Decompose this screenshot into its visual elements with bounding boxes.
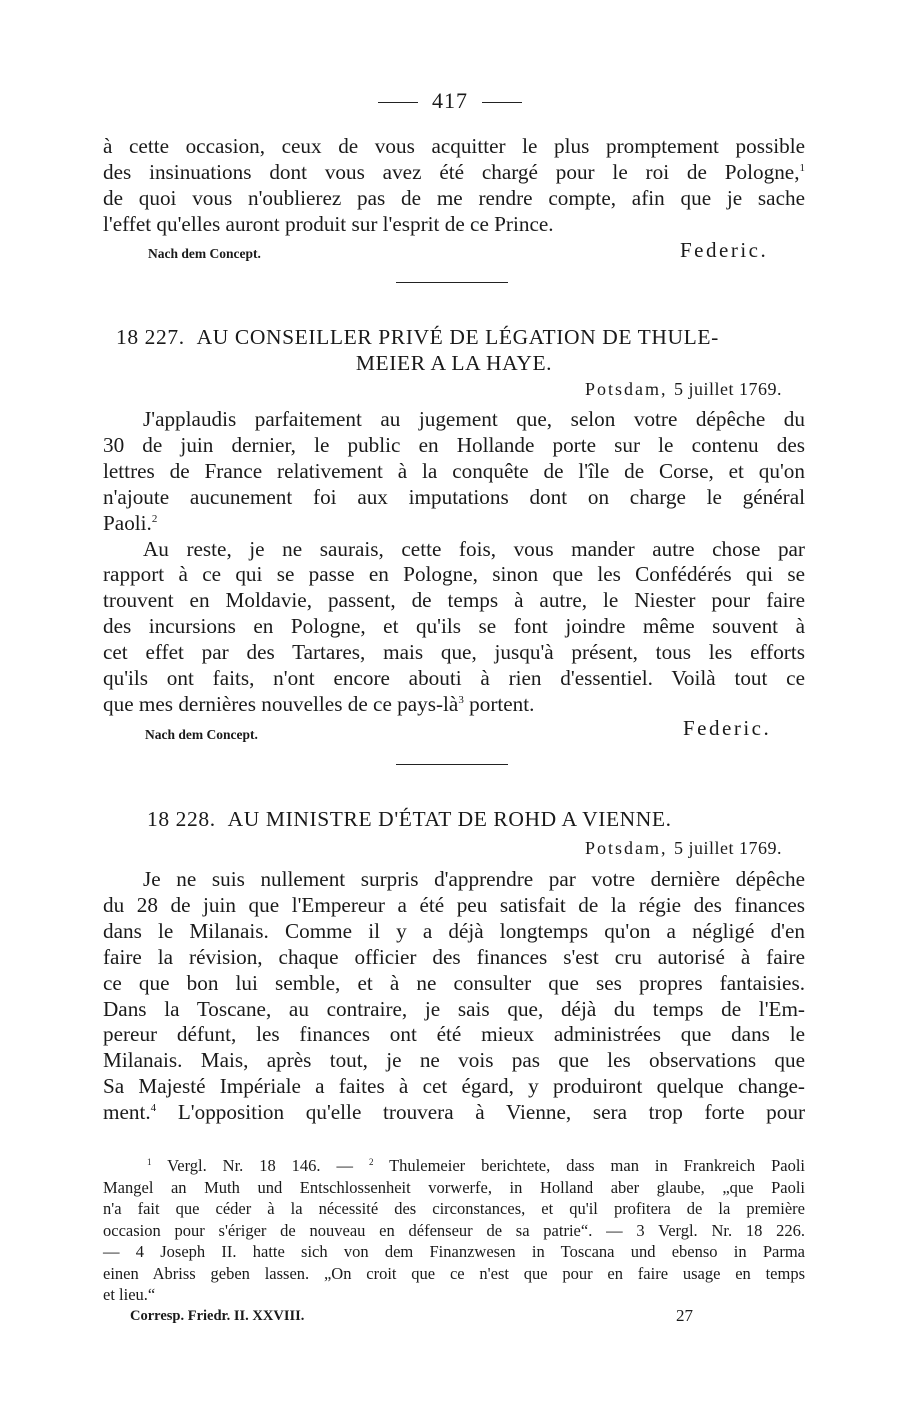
- dash-left: [378, 102, 418, 103]
- text-line: J'applaudis parfaitement au jugement que, selon votre dépêche du: [143, 407, 805, 431]
- letter-heading-18228: [147, 806, 807, 832]
- text-line: l'effet qu'elles auront produit sur l'esprit de ce Prince.: [103, 211, 554, 236]
- footnote-ref: 2: [151, 512, 158, 525]
- footnote-ref: 1: [799, 161, 805, 174]
- source-note: Nach dem Concept.: [145, 727, 258, 742]
- text-line: Milanais. Mais, après tout, je ne vois pas que les observations que: [103, 1048, 805, 1073]
- text-line: Au reste, je ne saurais, cette fois, vous mander autre chose par: [143, 536, 805, 561]
- footnote-ref: 4: [150, 1102, 157, 1115]
- section-divider: [396, 282, 508, 283]
- text-line: lettres de France relativement à la conquête de l'île de Corse, et qu'on: [103, 458, 805, 483]
- footnote-ref: 3: [458, 693, 464, 706]
- heading-text: AU MINISTRE D'ÉTAT DE ROHD A VIENNE.: [227, 807, 672, 831]
- page-number-line: [0, 88, 900, 114]
- text-line: Sa Majesté Impériale a faites à cet égard, y produiront quelque change-: [103, 1074, 805, 1099]
- footnotes: [103, 1155, 805, 1306]
- text-line: pereur défunt, les finances ont été mieux administrées que dans le: [103, 1022, 805, 1047]
- text-line: des incursions en Pologne, et qu'ils se font joindre même souvent à: [103, 614, 805, 639]
- footnote-line: occasion pour s'ériger de nouveau en défenseur de sa patrie“. — 3 Vergl. Nr. 18 226.: [103, 1220, 805, 1240]
- text-line: ment.$^4$ L'opposition qu'elle trouvera à Vienne, sera trop forte pour: [103, 1100, 805, 1125]
- text-line: Paoli.$^2$: [103, 510, 158, 535]
- footnote-line: n'a fait que céder à la nécessité des circonstances, et qu'il profitera de la première: [103, 1199, 805, 1218]
- source-note: Nach dem Concept.: [148, 246, 261, 261]
- text-line: que mes dernières nouvelles de ce pays-$là^3$ portent.: [103, 691, 535, 716]
- signature: Federic.: [680, 238, 769, 262]
- heading-text: AU CONSEILLER PRIVÉ DE LÉGATION DE THULE-: [196, 325, 719, 349]
- letter-18227-body: [103, 407, 805, 718]
- text-line: du 28 de juin que l'Empereur a été peu satisfait de la régie des finances: [103, 892, 805, 917]
- place-date: Potsdam, 5 juillet 1769.: [584, 379, 782, 399]
- footnote-line: Mangel an Muth und Entschlossenheit vorwerfe, in Holland aber glaube, „que Paoli: [103, 1177, 805, 1197]
- letter-heading-18227-line2: MEIER A LA HAYE.: [355, 351, 553, 375]
- text-line: des insinuations dont vous avez été chargé pour le roi de Pologne,$^1$: [103, 159, 805, 184]
- footnote-line: $^1$ Vergl. Nr. 18 146. — $^2$ Thulemeier berichtete, dass man in Frankreich Paoli: [147, 1156, 806, 1175]
- text-line: Dans la Toscane, au contraire, je sais que, déjà du temps de l'Em-: [103, 996, 805, 1021]
- letter-heading-18227: [103, 324, 805, 350]
- text-line: de quoi vous n'oublierez pas de me rendre compte, afin que je sache: [103, 185, 805, 210]
- section-divider: [396, 764, 508, 765]
- text-line: rapport à ce qui se passe en Pologne, sinon que les Confédérés qui se: [103, 562, 805, 587]
- letter-18228-body: [103, 867, 805, 1126]
- text-line: ce que bon lui semble, et à ne consulter que ses propres fantaisies.: [103, 970, 805, 995]
- page-number: 417: [432, 88, 468, 113]
- letter-number: 18 227.: [116, 325, 185, 349]
- signature: Federic.: [683, 716, 772, 740]
- text-line: qu'ils ont faits, n'ont encore abouti à rien d'essentiel. Voilà tout ce: [103, 666, 805, 691]
- text-line: à cette occasion, ceux de vous acquitter le plus promptement possible: [103, 134, 805, 158]
- text-line: 30 de juin dernier, le public en Hollande porte sur le contenu des: [103, 432, 805, 457]
- dash-right: [482, 102, 522, 103]
- footnote-line: einen Abriss geben lassen. „On croit que ce n'est que pour en faire usage en temps: [103, 1263, 805, 1283]
- collection-footer: Corresp. Friedr. II. XXVIII.: [130, 1308, 305, 1324]
- text-line: cet effet par des Tartares, mais que, jusqu'à présent, tous les efforts: [103, 640, 805, 665]
- place-date: Potsdam, 5 juillet 1769.: [584, 838, 782, 858]
- footnote-line: et lieu.“: [103, 1285, 156, 1304]
- text-line: dans le Milanais. Comme il y a déjà longtemps qu'on a négligé d'en: [103, 918, 805, 943]
- footnote-line: — 4 Joseph II. hatte sich von dem Finanzwesen in Toscana und ebenso in Parma: [103, 1242, 805, 1261]
- sheet-number: 27: [676, 1306, 693, 1325]
- text-line: trouvent en Moldavie, passent, de temps à autre, le Niester pour faire: [103, 588, 805, 613]
- text-line: faire la révision, chaque officier des finances s'est cru autorisé à faire: [103, 944, 805, 969]
- letter-number: 18 228.: [147, 807, 216, 831]
- continuation-paragraph: [103, 134, 805, 238]
- text-line: n'ajoute aucunement foi aux imputations dont on charge le général: [103, 484, 805, 509]
- text-line: Je ne suis nullement surpris d'apprendre par votre dernière dépêche: [143, 867, 805, 891]
